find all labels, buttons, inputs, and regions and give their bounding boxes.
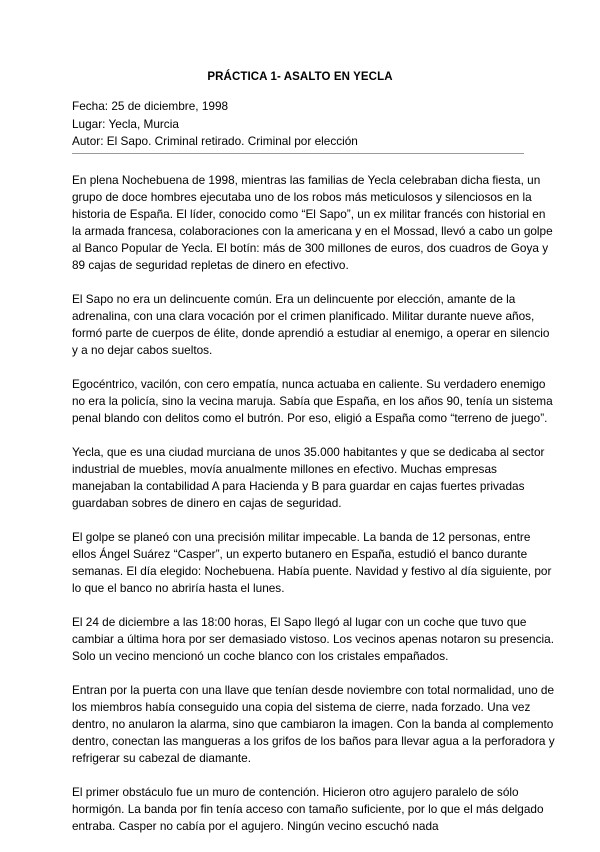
paragraph-line: refrigerar su cabezal de diamante. bbox=[72, 751, 252, 765]
paragraph-line: El Sapo no era un delincuente común. Era un delincuente por elección, amante de la bbox=[72, 292, 516, 306]
meta-author: Autor: El Sapo. Criminal retirado. Criminal por elección bbox=[72, 134, 358, 148]
page-title: PRÁCTICA 1- ASALTO EN YECLA bbox=[207, 71, 393, 83]
paragraph-line: hormigón. La banda por fin tenía acceso con tamaño suficiente, por lo que el más delgado bbox=[72, 802, 544, 816]
paragraph-line: lo que el banco no abriría hasta el lunes. bbox=[72, 581, 285, 595]
paragraph-line: historia de España. El líder, conocido como “El Sapo”, un ex militar francés con historial en bbox=[72, 207, 546, 221]
paragraph-7 bbox=[72, 682, 555, 767]
paragraph-line: industrial de muebles, movía anualmente millones en efectivo. Muchas empresas bbox=[72, 462, 497, 476]
paragraph-5 bbox=[72, 529, 552, 597]
paragraph-line: Yecla, que es una ciudad murciana de unos 35.000 habitantes y que se dedicaba al sector bbox=[72, 445, 545, 459]
paragraph-line: El 24 de diciembre a las 18:00 horas, El Sapo llegó al lugar con un coche que tuvo que bbox=[72, 615, 527, 629]
paragraph-1 bbox=[72, 172, 553, 274]
horizontal-divider bbox=[72, 153, 524, 154]
paragraph-line: dentro, no anularon la alarma, sino que cambiaron la imagen. Con la banda al complemento bbox=[72, 717, 554, 731]
paragraph-line: formó parte de cuerpos de élite, donde aprendió a estudiar al enemigo, a operar en silencio bbox=[72, 326, 550, 340]
paragraph-line: grupo de doce hombres ejecutaba uno de los robos más meticulosos y silenciosos en la bbox=[72, 190, 532, 204]
paragraph-3 bbox=[72, 376, 553, 427]
paragraph-line: Solo un vecino mencionó un coche blanco con los cristales empañados. bbox=[72, 649, 449, 663]
paragraph-line: al Banco Popular de Yecla. El botín: más de 300 millones de euros, dos cuadros de Goya y bbox=[72, 241, 549, 255]
paragraph-line: semanas. El día elegido: Nochebuena. Había puente. Navidad y festivo al día siguiente, por bbox=[72, 564, 552, 578]
paragraph-8 bbox=[72, 784, 544, 835]
paragraph-line: guardaban sobres de dinero en cajas de seguridad. bbox=[72, 496, 342, 510]
paragraph-line: no era la policía, sino la vecina maruja. Sabía que España, en los años 90, tenía un sistema bbox=[72, 394, 553, 408]
paragraph-line: 89 cajas de seguridad repletas de dinero en efectivo. bbox=[72, 258, 349, 272]
meta-place: Lugar: Yecla, Murcia bbox=[72, 116, 179, 131]
paragraph-line: Entran por la puerta con una llave que tenían desde noviembre con total normalidad, uno de bbox=[72, 683, 555, 697]
body-text bbox=[72, 172, 555, 852]
paragraph-line: penal blando con delitos como el butrón. Por eso, eligió a España como “terreno de juego”. bbox=[72, 411, 548, 425]
paragraph-line: En plena Nochebuena de 1998, mientras las familias de Yecla celebraban dicha fiesta, un bbox=[72, 173, 541, 187]
paragraph-line: entraba. Casper no cabía por el agujero. Ningún vecino escuchó nada bbox=[72, 819, 439, 833]
paragraph-6 bbox=[72, 614, 554, 665]
paragraph-line: El golpe se planeó con una precisión militar impecable. La banda de 12 personas, entre bbox=[72, 530, 531, 544]
paragraph-line: Egocéntrico, vacilón, con cero empatía, nunca actuaba en caliente. Su verdadero enemigo bbox=[72, 377, 546, 391]
paragraph-4 bbox=[72, 444, 545, 512]
paragraph-line: manejaban la contabilidad A para Hacienda y B para guardar en cajas fuertes privadas bbox=[72, 479, 525, 493]
paragraph-2 bbox=[72, 291, 550, 359]
document-meta bbox=[72, 98, 358, 151]
paragraph-line: la armada francesa, colaboraciones con la americana y en el Mossad, llevó a cabo un golpe bbox=[72, 224, 553, 238]
paragraph-line: cambiar a última hora por ser demasiado vistoso. Los vecinos apenas notaron su presencia. bbox=[72, 632, 554, 646]
paragraph-line: los miembros había conseguido una copia del sistema de cierre, nada forzado. Una vez bbox=[72, 700, 531, 714]
paragraph-line: ellos Ángel Suárez “Casper”, un experto butanero en España, estudió el banco durante bbox=[72, 547, 528, 561]
paragraph-line: y a no dejar cabos sueltos. bbox=[72, 343, 213, 357]
paragraph-line: El primer obstáculo fue un muro de contención. Hicieron otro agujero paralelo de sólo bbox=[72, 785, 519, 799]
paragraph-line: dentro, conectan las mangueras a los grifos de los baños para llevar agua a la perforadora y bbox=[72, 734, 555, 748]
meta-date: Fecha: 25 de diciembre, 1998 bbox=[72, 99, 229, 113]
paragraph-line: adrenalina, con una clara vocación por el crimen planificado. Militar durante nueve años, bbox=[72, 309, 535, 323]
